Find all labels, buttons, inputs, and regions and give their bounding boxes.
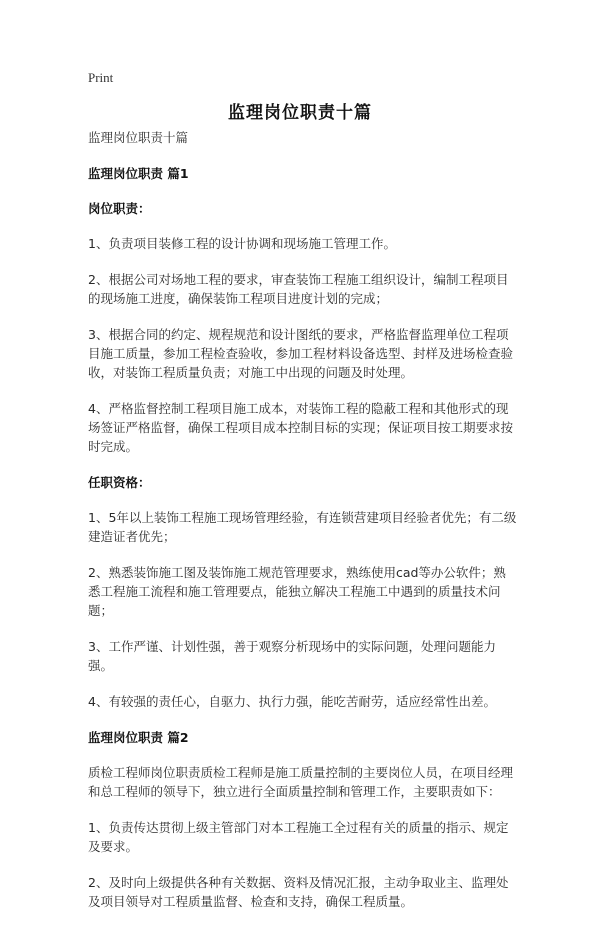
- page-title: 监理岗位职责十篇: [228, 103, 372, 123]
- section-heading-1: 监理岗位职责 篇1: [88, 166, 189, 181]
- qualification-item: 1、5年以上装饰工程施工现场管理经验，有连锁营建项目经验者优先；有二级建造证者优先；: [88, 510, 517, 544]
- qualification-label: 任职资格：: [88, 475, 151, 490]
- qualification-item: 2、熟悉装饰施工图及装饰施工规范管理要求，熟练使用cad等办公软件；熟悉工程施工流程和施工管理要点，能独立解决工程施工中遇到的质量技术问题；: [88, 565, 506, 618]
- duty-item: 3、根据合同的约定、规程规范和设计图纸的要求，严格监督监理单位工程项目施工质量，参加工程检查验收，参加工程材料设备选型、封样及进场检查验收，对装饰工程质量负责；对施工中出现的问题及时处理。: [88, 327, 514, 380]
- qualification-item: 4、有较强的责任心，自驱力、执行力强，能吃苦耐劳，适应经常性出差。: [88, 694, 496, 709]
- print-link[interactable]: Print: [88, 70, 114, 85]
- duty-label: 岗位职责：: [88, 201, 151, 216]
- document-body: [88, 128, 518, 928]
- duty-item: 2、及时向上级提供各种有关数据、资料及情况汇报，主动争取业主、监理处及项目领导对工程质量监督、检查和支持，确保工程质量。: [88, 875, 509, 909]
- duty-item: 2、根据公司对场地工程的要求，审查装饰工程施工组织设计，编制工程项目的现场施工进度，确保装饰工程项目进度计划的完成；: [88, 272, 509, 306]
- duty-item: 1、负责项目装修工程的设计协调和现场施工管理工作。: [88, 236, 396, 251]
- document-subtitle: 监理岗位职责十篇: [88, 130, 189, 145]
- duty-item: 1、负责传达贯彻上级主管部门对本工程施工全过程有关的质量的指示、规定及要求。: [88, 820, 509, 854]
- section-intro: 质检工程师岗位职责质检工程师是施工质量控制的主要岗位人员，在项目经理和总工程师的领导下，独立进行全面质量控制和管理工作，主要职责如下：: [88, 765, 514, 799]
- section-heading-2: 监理岗位职责 篇2: [88, 730, 189, 745]
- qualification-item: 3、工作严谨、计划性强，善于观察分析现场中的实际问题，处理问题能力强。: [88, 639, 496, 673]
- duty-item: 4、严格监督控制工程项目施工成本，对装饰工程的隐蔽工程和其他形式的现场签证严格监督，确保工程项目成本控制目标的实现；保证项目按工期要求按时完成。: [88, 401, 514, 454]
